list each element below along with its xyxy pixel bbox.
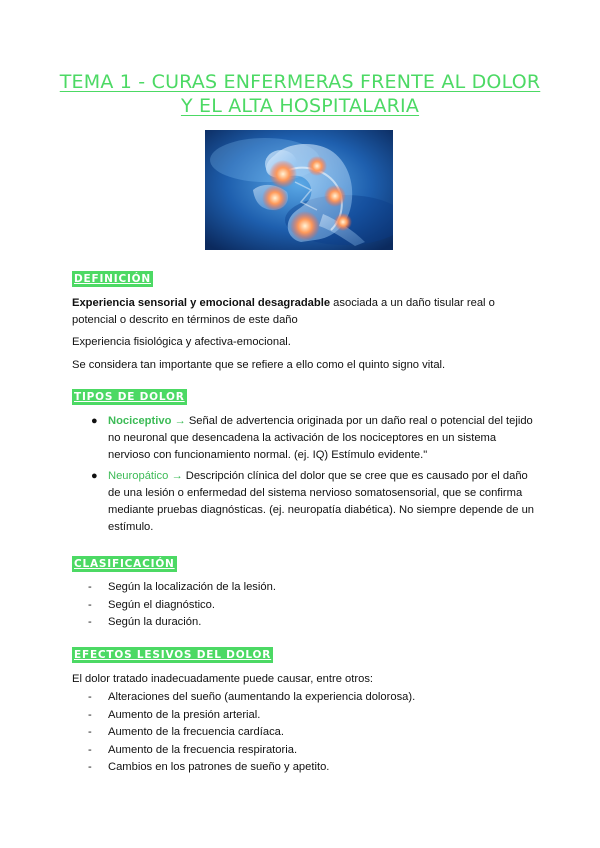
list-item: - Según la localización de la lesión.	[88, 581, 276, 593]
list-item-text: Según el diagnóstico.	[108, 598, 215, 611]
list-item-text: Alteraciones del sueño (aumentando la experiencia dolorosa).	[108, 691, 416, 703]
tipo-description: Señal de advertencia originada por un daño real o potencial del tejido no neuronal que desencadena la activación de los nociceptores en un sistema nervioso con funcionamiento normal. (ej. IQ) Estímulo evidente."	[108, 415, 533, 461]
tipo-name: Nociceptivo	[108, 415, 172, 427]
list-item-text: Aumento de la presión arterial.	[108, 708, 261, 721]
list-item-text: Aumento de la frecuencia respiratoria.	[108, 743, 298, 756]
list-item: - Aumento de la presión arterial.	[88, 708, 261, 721]
tipo-description: Descripción clínica del dolor que se cree que es causado por el daño de una lesión o enfermedad del sistema nervioso somatosensorial, que se confirma mediante pruebas diagnósticas. (ej. neuropatía diabética). No siempre depende de un estímulo.	[108, 470, 535, 533]
list-item: - Según la duración.	[88, 616, 202, 628]
human-pain-illustration-icon	[205, 130, 393, 250]
list-item: - Alteraciones del sueño (aumentando la experiencia dolorosa).	[88, 691, 416, 703]
arrow-icon: →	[171, 470, 183, 482]
list-item	[88, 413, 538, 464]
section-label-efectos: EFECTOS LESIVOS DEL DOLOR	[74, 649, 272, 661]
list-item: - Aumento de la frecuencia respiratoria.	[88, 743, 298, 756]
title-line-2: Y EL ALTA HOSPITALARIA	[180, 95, 420, 117]
clasificacion-list	[88, 579, 538, 632]
efectos-intro: El dolor tratado inadecuadamente puede causar, entre otros:	[72, 673, 374, 685]
bullet-icon: ●	[91, 470, 98, 482]
list-item-text: Cambios en los patrones de sueño y apetito.	[108, 761, 330, 773]
list-item: - Según el diagnóstico.	[88, 598, 215, 611]
list-item: - Cambios en los patrones de sueño y apetito.	[88, 761, 330, 773]
definicion-paragraph-2: Experiencia fisiológica y afectiva-emocional.	[72, 336, 291, 348]
tipos-list	[88, 413, 538, 540]
list-item-text: Según la localización de la lesión.	[108, 581, 276, 593]
definicion-rest-text: asociada a un daño tisular real o potencial o descrito en términos de este daño	[72, 297, 495, 326]
definicion-paragraph-3: Se considera tan importante que se refiere a ello como el quinto signo vital.	[72, 359, 446, 371]
efectos-list	[88, 689, 538, 777]
list-item-text: Aumento de la frecuencia cardíaca.	[108, 726, 284, 738]
arrow-icon: →	[174, 415, 186, 427]
section-label-definicion: DEFINICIÓN	[74, 273, 151, 285]
bullet-icon: ●	[91, 415, 98, 427]
definicion-paragraph-1	[72, 295, 532, 329]
list-item: - Aumento de la frecuencia cardíaca.	[88, 726, 284, 738]
page-title	[0, 70, 600, 118]
section-label-clasificacion: CLASIFICACIÓN	[74, 558, 175, 570]
definicion-bold-text: Experiencia sensorial y emocional desagradable	[72, 297, 331, 309]
title-line-1: TEMA 1 - CURAS ENFERMERAS FRENTE AL DOLOR	[59, 71, 541, 93]
tipo-name: Neuropático	[108, 470, 169, 482]
list-item-text: Según la duración.	[108, 616, 202, 628]
list-item	[88, 468, 538, 536]
section-label-tipos: TIPOS DE DOLOR	[74, 391, 185, 403]
